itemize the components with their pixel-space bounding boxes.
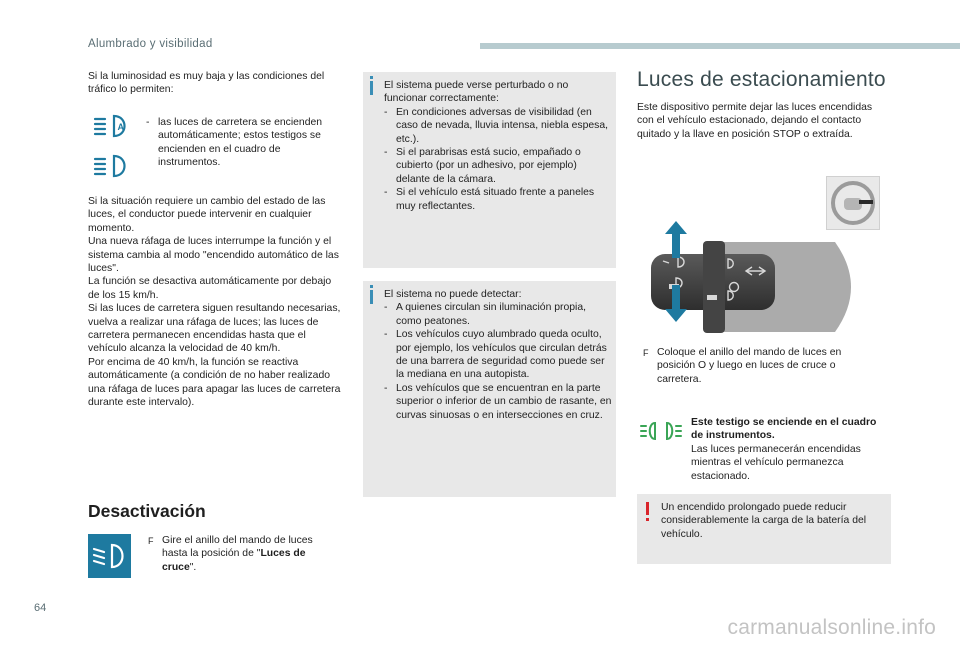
watermark: carmanualsonline.info [727, 616, 936, 639]
arrow-bullet: F [148, 536, 154, 546]
indicator-description-text: Las luces permanecerán encendidas mientras el vehículo permanezca estacionado. [691, 443, 861, 482]
left-body-line: Una nueva ráfaga de luces interrumpe la función y el sistema cambia al modo "encendido automático de las luces". [88, 236, 339, 275]
deact-text-end: ". [189, 561, 197, 573]
deactivation-heading: Desactivación [88, 501, 206, 521]
deactivation-text [162, 534, 328, 574]
battery-warning-text: Un encendido prolongado puede reducir considerablemente la carga de la batería del vehículo. [661, 502, 867, 540]
left-body-line: Si la situación requiere un cambio del estado de las luces, el conductor puede intervenir en cualquier momento. [88, 196, 326, 234]
deactivation-instruction [148, 534, 328, 574]
parking-lights-intro: Este dispositivo permite dejar las luces encendidas con el vehículo estacionado, dejando el contacto quitado y la llave en posición STOP o extraída. [637, 102, 873, 140]
auto-beam-bullet [146, 116, 331, 170]
dipped-beam-icon [88, 534, 131, 578]
auto-high-beam-icon [92, 114, 132, 138]
stalk-instruction [643, 346, 873, 386]
svg-text:A: A [117, 122, 124, 132]
arrow-down-icon [664, 283, 688, 323]
list-item: - A quienes circulan sin iluminación propia, como peatones. [384, 301, 612, 328]
page-number: 64 [34, 602, 47, 614]
arrow-up-icon [664, 220, 688, 260]
info-box-intro: El sistema no puede detectar: [384, 289, 522, 300]
bullet-dash: - [146, 117, 150, 128]
list-item: - Los vehículos que se encuentran en la parte superior o inferior de un cambio de rasante, en curvas sinuosas o en intersecciones en cruz. [384, 382, 612, 421]
info-icon [370, 81, 373, 95]
list-item: - En condiciones adversas de visibilidad (en caso de nevada, lluvia intensa, niebla espesa, etc.). [384, 106, 612, 146]
indicator-description-bold: Este testigo se enciende en el cuadro de instrumentos. [691, 417, 877, 442]
auto-beam-bullet-text: las luces de carretera se encienden automáticamente; estos testigos se encienden en el cuadro de instrumentos. [158, 117, 323, 169]
header-bar [480, 43, 960, 49]
deact-text-bold: Luces de cruce [162, 548, 306, 573]
deact-text-part: Gire el anillo del mando de luces hasta la posición de " [162, 535, 313, 560]
left-intro: Si la luminosidad es muy baja y las condiciones del tráfico lo permiten: [88, 71, 325, 96]
battery-warning-box [637, 494, 891, 564]
info-box-detection [363, 281, 616, 497]
info-icon [370, 290, 373, 304]
list-item-text: Los vehículos cuyo alumbrado queda oculto, por ejemplo, los vehículos que circulan detrás de una barrera de seguridad como puede ser la mediana en una autopista. [396, 329, 607, 381]
warning-icon [646, 502, 649, 515]
indicator-description [691, 416, 883, 483]
list-item: - Si el vehículo está situado frente a paneles muy reflectantes. [384, 186, 612, 213]
arrow-bullet: F [643, 348, 649, 358]
stalk-instruction-text: Coloque el anillo del mando de luces en posición O y luego en luces de cruce o carretera. [657, 347, 842, 385]
steering-wheel-thumbnail [826, 176, 880, 230]
parking-lights-heading: Luces de estacionamiento [637, 68, 886, 91]
list-item-text: Si el vehículo está situado frente a paneles muy reflectantes. [396, 187, 595, 212]
list-item-text: En condiciones adversas de visibilidad (en caso de nevada, lluvia intensa, niebla espesa, etc.). [396, 106, 608, 145]
list-item-text: A quienes circulan sin iluminación propia, como peatones. [396, 302, 587, 327]
left-body-line: Si las luces de carretera siguen resultando necesarias, vuelva a realizar una ráfaga de luces; las luces de carretera permanecen encendidas hasta que el vehículo alcanza la velocidad de 40 km/h. [88, 303, 341, 355]
list-item-text: Si el parabrisas está sucio, empañado o cubierto (por un adhesivo, por ejemplo) delante de la cámara. [396, 147, 581, 185]
info-box-perturbation [363, 72, 616, 268]
section-header-title: Alumbrado y visibilidad [88, 38, 213, 50]
list-item: - Los vehículos cuyo alumbrado queda oculto, por ejemplo, los vehículos que circulan detrás de una barrera de seguridad como puede ser la mediana en una autopista. [384, 328, 612, 382]
parking-lights-indicator-icon [639, 420, 683, 442]
left-body-line: Por encima de 40 km/h, la función se reactiva automáticamente (a condición de no haber realizado una ráfaga de luces para apagar las luces de carretera durante este intervalo). [88, 356, 341, 409]
left-body-line: La función se desactiva automáticamente por debajo de los 15 km/h. [88, 276, 332, 301]
list-item-text: Los vehículos que se encuentran en la parte superior o inferior de un cambio de rasante, en curvas sinuosas o en intersecciones en cruz. [396, 382, 612, 421]
left-body [88, 195, 341, 410]
high-beam-icon [92, 154, 132, 178]
list-item: - Si el parabrisas está sucio, empañado o cubierto (por un adhesivo, por ejemplo) delante de la cámara. [384, 146, 612, 186]
info-box-intro: El sistema puede verse perturbado o no funcionar correctamente: [384, 80, 569, 105]
